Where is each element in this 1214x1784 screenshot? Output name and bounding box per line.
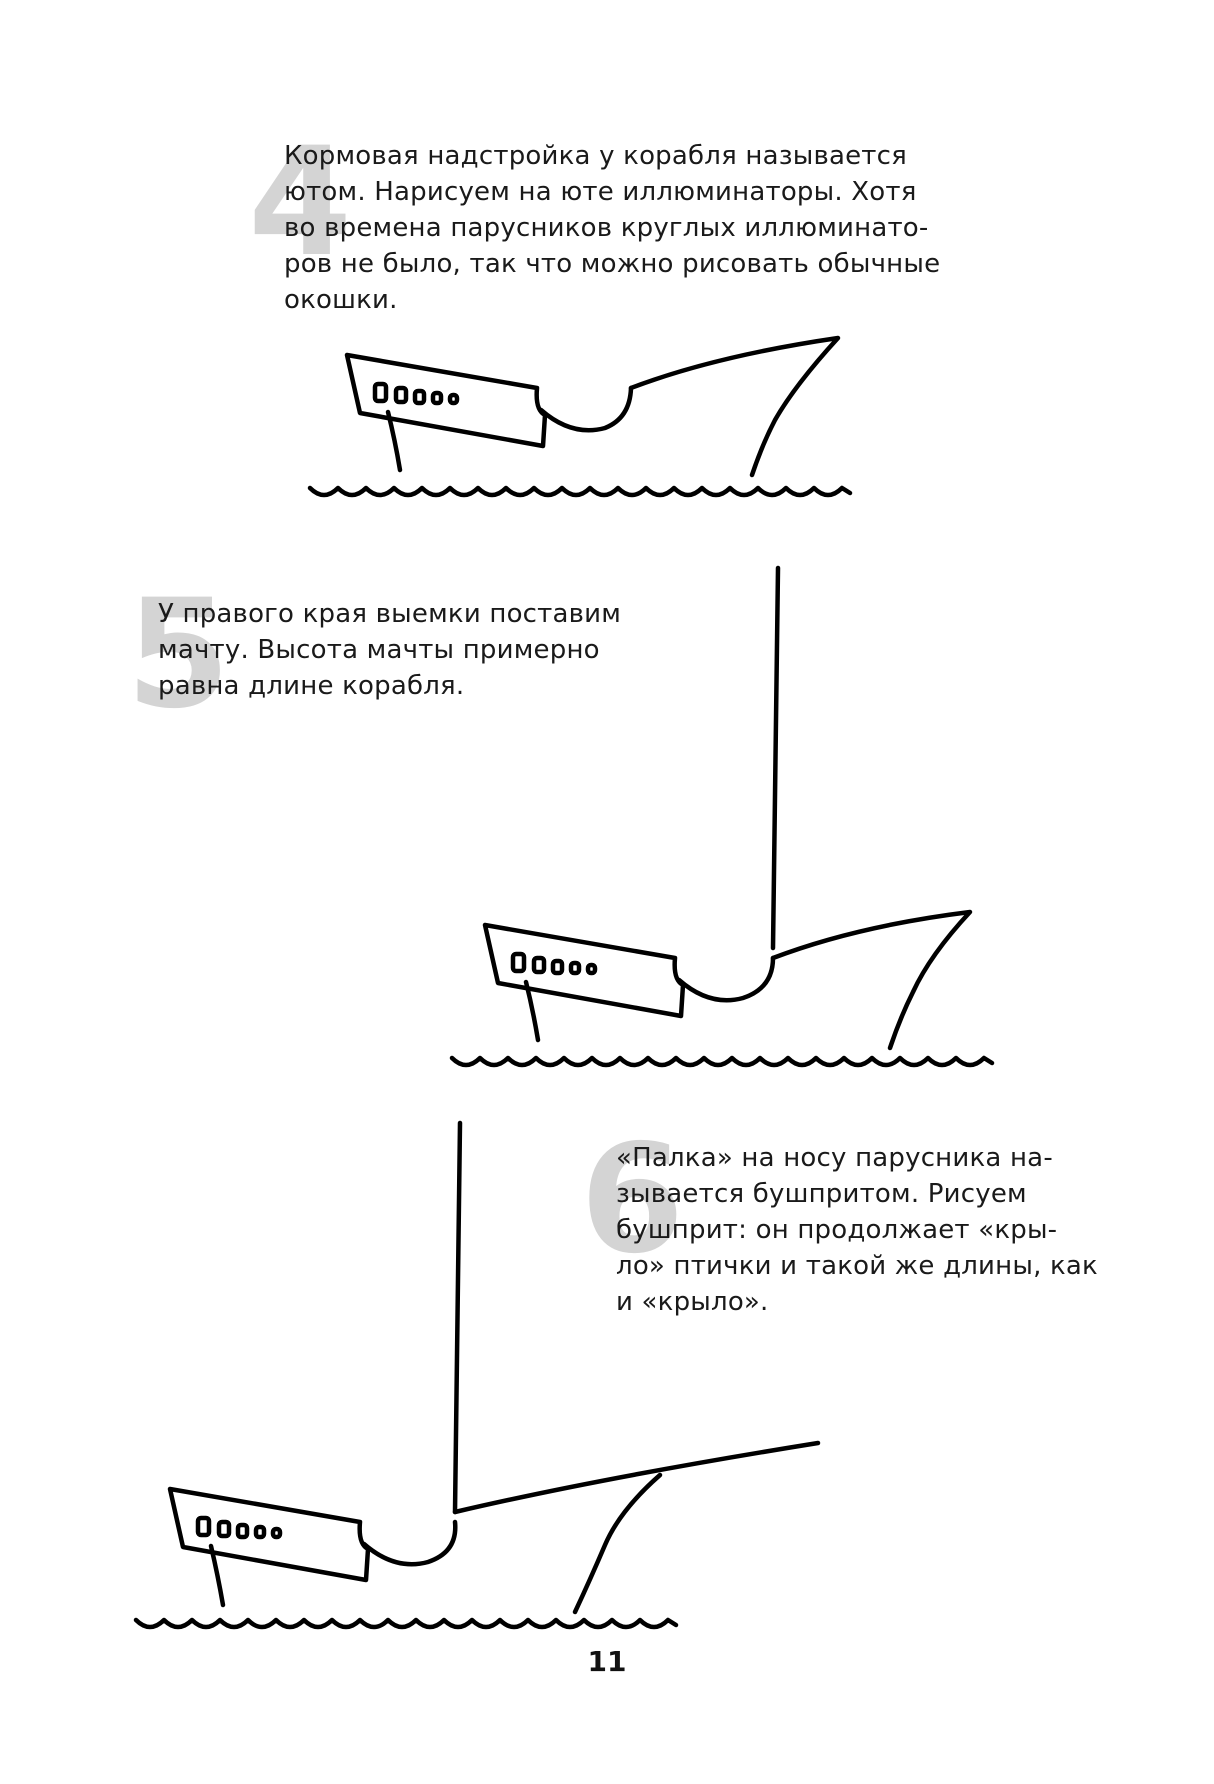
waves [310, 488, 850, 495]
step-6-line: «Палка» на носу парусника на- [616, 1143, 1053, 1173]
mast [455, 1123, 460, 1512]
waves [136, 1620, 676, 1627]
porthole [553, 961, 562, 973]
step-4-line: окошки. [284, 285, 398, 315]
ship-drawing-step-5 [452, 568, 992, 1065]
step-4-line: ютом. Нарисуем на юте иллюминаторы. Хотя [284, 177, 917, 207]
step-5-line: равна длине корабля. [158, 671, 465, 701]
page-number: 11 [587, 1645, 627, 1678]
hull-bow [773, 912, 970, 1048]
porthole [534, 958, 544, 972]
step-5-number: 5 [126, 568, 231, 742]
hull-bow [575, 1475, 660, 1612]
hull-waist-curve [679, 958, 773, 1000]
porthole [256, 1527, 264, 1537]
step-6-line: бушприт: он продолжает «кры- [616, 1215, 1058, 1245]
step-4-line: Кормовая надстройка у корабля называется [284, 141, 907, 171]
porthole [273, 1529, 280, 1537]
step-6-line: и «крыло». [616, 1287, 769, 1317]
porthole [433, 393, 441, 403]
mast [773, 568, 778, 948]
porthole [396, 388, 406, 402]
porthole [219, 1522, 229, 1536]
step-6-number: 6 [580, 1113, 685, 1287]
waves [452, 1058, 992, 1065]
bowsprit [455, 1443, 818, 1512]
porthole [198, 1518, 209, 1535]
step-6-line: зывается бушпритом. Рисуем [616, 1179, 1027, 1209]
step-6-line: ло» птички и такой же длины, как [616, 1251, 1098, 1281]
ship-drawing-step-6 [136, 1113, 818, 1627]
step-4-number: 4 [248, 116, 353, 290]
porthole [450, 395, 457, 403]
step-4-line: во времена парусников круглых иллюминато- [284, 213, 929, 243]
step-5-line: мачту. Высота мачты примерно [158, 635, 600, 665]
hull-bow [631, 338, 838, 475]
step-5-line: У правого края выемки поставим [158, 599, 622, 629]
porthole [238, 1525, 247, 1537]
hull-waist-curve [364, 1522, 455, 1564]
hull-waist-curve [541, 388, 631, 430]
ship-drawing-step-4 [310, 338, 850, 495]
porthole [571, 963, 579, 973]
porthole [588, 965, 595, 973]
porthole [513, 954, 524, 971]
step-4-line: ров не было, так что можно рисовать обычные [284, 249, 941, 279]
porthole [415, 391, 424, 403]
porthole [375, 384, 386, 401]
